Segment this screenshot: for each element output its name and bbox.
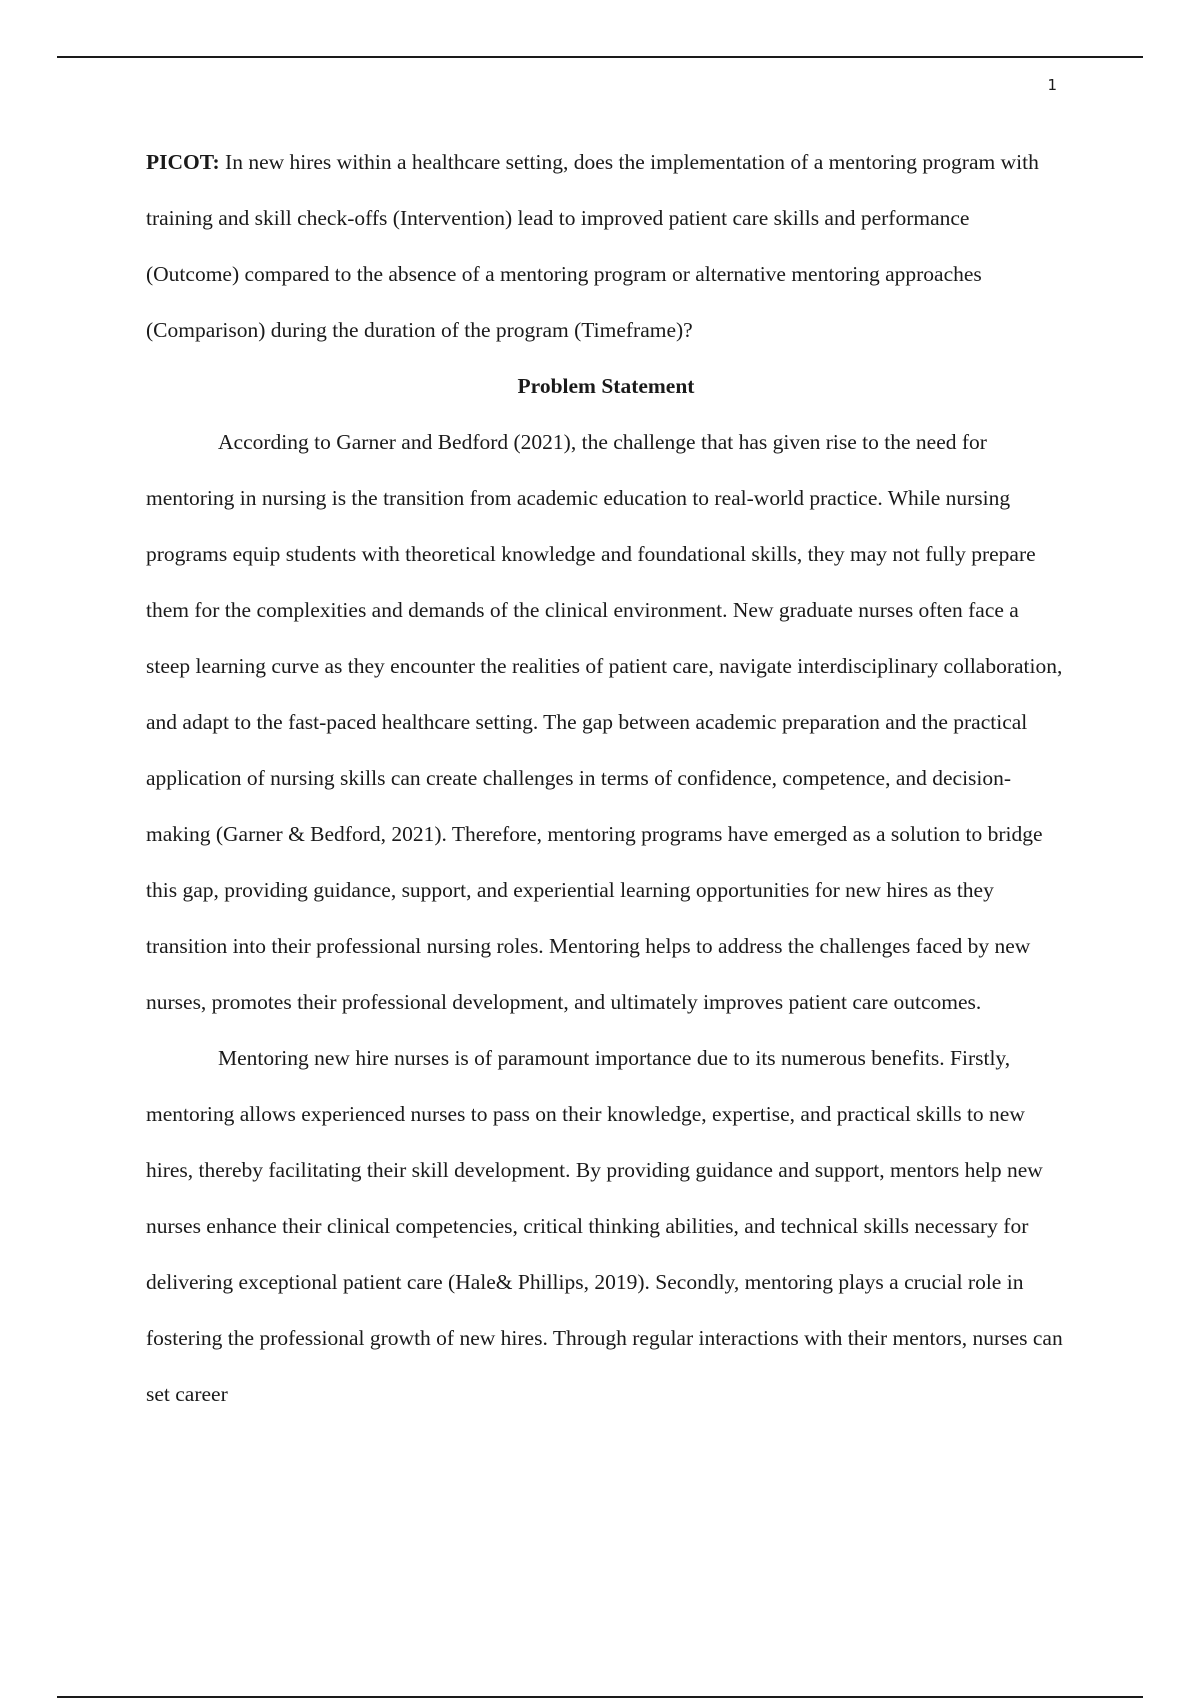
picot-label: PICOT:	[146, 150, 220, 174]
page-number: 1	[1047, 76, 1057, 94]
paragraph-1: According to Garner and Bedford (2021), the challenge that has given rise to the need for mentoring in nursing is the transition from academic education to real-world practice. While nursing programs equip students with theoretical knowledge and foundational skills, they may not fully prepare them for the complexities and demands of the clinical environment. New graduate nurses often face a steep learning curve as they encounter the realities of patient care, navigate interdisciplinary collaboration, and adapt to the fast-paced healthcare setting. The gap between academic preparation and the practical application of nursing skills can create challenges in terms of confidence, competence, and decision-making (Garner & Bedford, 2021). Therefore, mentoring programs have emerged as a solution to bridge this gap, providing guidance, support, and experiential learning opportunities for new hires as they transition into their professional nursing roles. Mentoring helps to address the challenges faced by new nurses, promotes their professional development, and ultimately improves patient care outcomes.	[146, 430, 1063, 1014]
footer-rule	[57, 1696, 1143, 1698]
document-body	[146, 134, 1066, 1422]
picot-statement	[146, 134, 1066, 358]
picot-text: In new hires within a healthcare setting, does the implementation of a mentoring program with training and skill check-offs (Intervention) lead to improved patient care skills and performance (Outcome) compared to the absence of a mentoring program or alternative mentoring approaches (Comparison) during the duration of the program (Timeframe)?	[146, 150, 1039, 342]
section-heading: Problem Statement	[517, 374, 695, 398]
paragraph-2: Mentoring new hire nurses is of paramount importance due to its numerous benefits. Firstly, mentoring allows experienced nurses to pass on their knowledge, expertise, and practical skills to new hires, thereby facilitating their skill development. By providing guidance and support, mentors help new nurses enhance their clinical competencies, critical thinking abilities, and technical skills necessary for delivering exceptional patient care (Hale& Phillips, 2019). Secondly, mentoring plays a crucial role in fostering the professional growth of new hires. Through regular interactions with their mentors, nurses can set career	[146, 1046, 1063, 1406]
header-rule	[57, 56, 1143, 58]
